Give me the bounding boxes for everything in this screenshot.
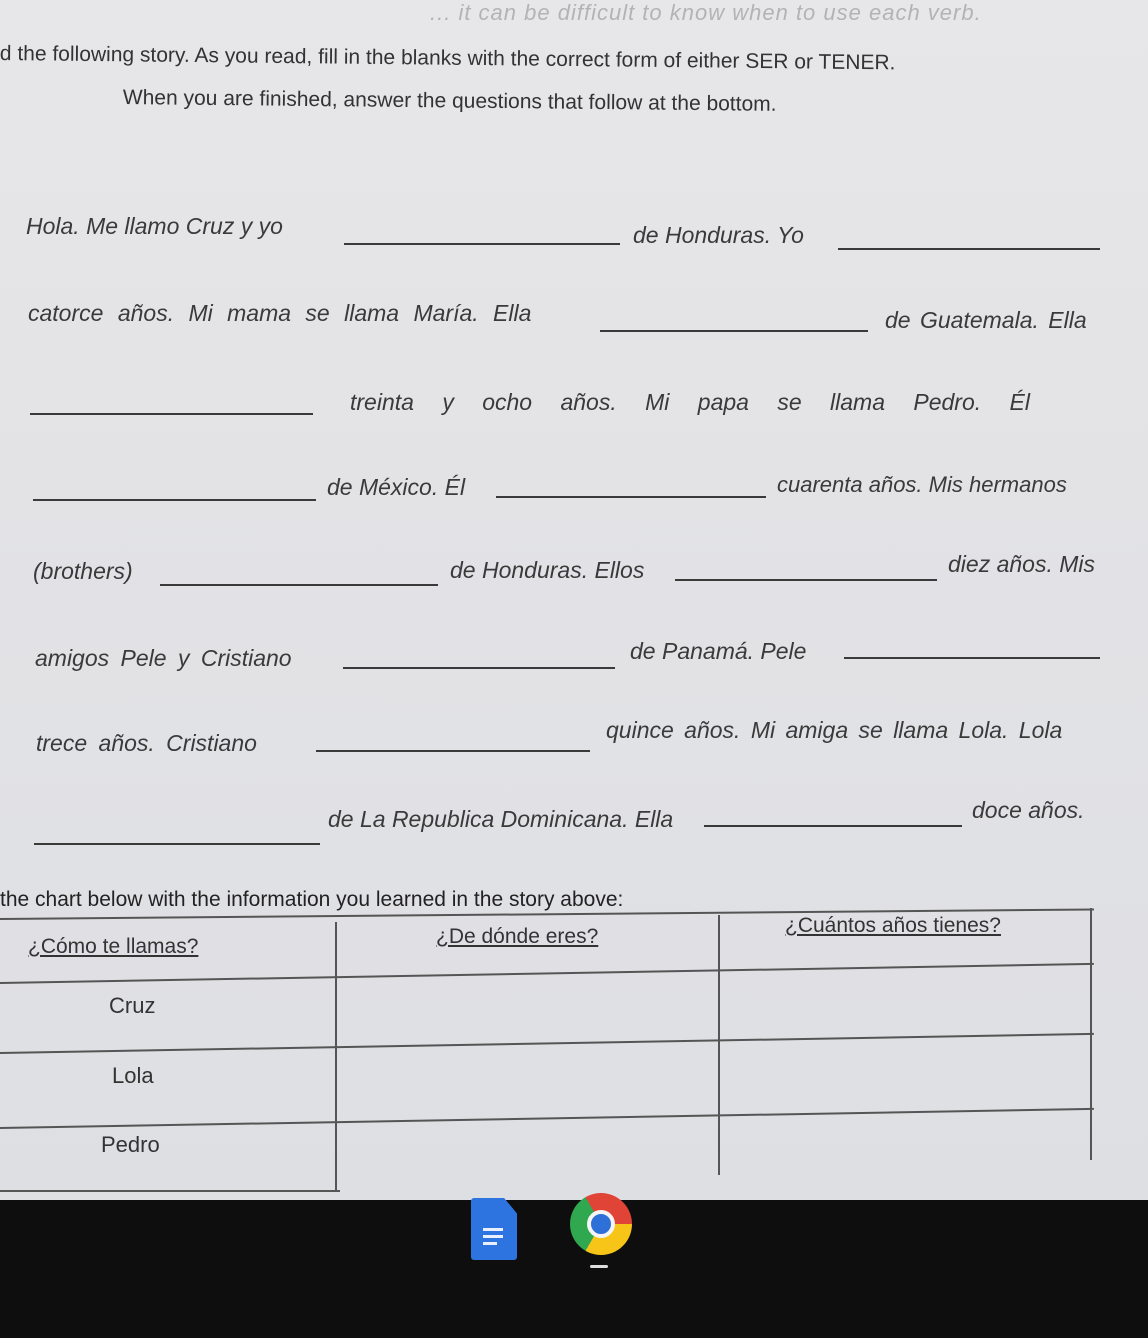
chrome-icon[interactable] xyxy=(570,1193,632,1255)
instruction-line-2: When you are finished, answer the questions that follow at the bottom. xyxy=(122,86,777,116)
table-border xyxy=(1090,908,1092,1160)
docs-line xyxy=(483,1235,503,1238)
header-name: ¿Cómo te llamas? xyxy=(28,935,199,958)
story-text: de Panamá. Pele xyxy=(630,638,807,664)
story-text: amigos Pele y Cristiano xyxy=(35,645,292,671)
story-text: cuarenta años. Mis hermanos xyxy=(777,472,1067,497)
answer-blank[interactable] xyxy=(844,657,1100,659)
cell-age-pedro[interactable] xyxy=(722,1120,1088,1180)
answer-blank[interactable] xyxy=(838,248,1100,250)
answer-blank[interactable] xyxy=(675,579,937,581)
docs-line xyxy=(483,1228,503,1231)
story-text: de México. Él xyxy=(327,474,466,500)
active-app-indicator xyxy=(590,1265,608,1268)
story-text: de Guatemala. Ella xyxy=(885,307,1087,333)
answer-blank[interactable] xyxy=(496,496,766,498)
cell-origin-cruz[interactable] xyxy=(340,986,716,1046)
table-border xyxy=(335,922,337,1192)
table-border xyxy=(0,1190,340,1192)
story-text: Hola. Me llamo Cruz y yo xyxy=(26,213,283,239)
answer-blank[interactable] xyxy=(316,750,590,752)
top-cutoff-text: ... it can be difficult to know when to use each verb. xyxy=(430,0,982,25)
answer-blank[interactable] xyxy=(343,667,615,669)
answer-blank[interactable] xyxy=(30,413,313,415)
story-text: catorce años. Mi mama se llama María. Ella xyxy=(28,300,532,326)
row-name-cruz: Cruz xyxy=(109,993,156,1018)
table-border xyxy=(718,915,720,1175)
story-text: treinta y ocho años. Mi papa se llama Pedro. Él xyxy=(350,389,1030,415)
story-text: diez años. Mis xyxy=(948,551,1096,577)
header-age: ¿Cuántos años tienes? xyxy=(785,914,1001,937)
answer-blank[interactable] xyxy=(34,843,320,845)
row-name-lola: Lola xyxy=(112,1063,154,1088)
answer-blank[interactable] xyxy=(600,330,868,332)
answer-blank[interactable] xyxy=(160,584,438,586)
chart-instructions: the chart below with the information you learned in the story above: xyxy=(0,888,624,911)
cell-origin-lola[interactable] xyxy=(340,1056,716,1118)
answer-blank[interactable] xyxy=(33,499,316,501)
story-text: trece años. Cristiano xyxy=(36,730,257,756)
story-text: doce años. xyxy=(972,797,1085,823)
cell-age-cruz[interactable] xyxy=(722,978,1088,1038)
header-origin: ¿De dónde eres? xyxy=(436,925,599,948)
story-text: quince años. Mi amiga se llama Lola. Lola xyxy=(606,717,1063,743)
docs-line xyxy=(483,1242,497,1245)
answer-blank[interactable] xyxy=(704,825,962,827)
story-text: de La Republica Dominicana. Ella xyxy=(328,806,674,832)
row-name-pedro: Pedro xyxy=(101,1132,160,1157)
story-text: (brothers) xyxy=(33,558,133,584)
cell-origin-pedro[interactable] xyxy=(340,1130,716,1190)
google-docs-icon[interactable] xyxy=(471,1198,517,1260)
answer-blank[interactable] xyxy=(344,243,620,245)
cell-age-lola[interactable] xyxy=(722,1048,1088,1110)
story-text: de Honduras. Yo xyxy=(633,222,804,248)
instruction-line-1: d the following story. As you read, fill in the blanks with the correct form of either SER or TENER. xyxy=(0,42,896,75)
story-text: de Honduras. Ellos xyxy=(450,557,645,583)
